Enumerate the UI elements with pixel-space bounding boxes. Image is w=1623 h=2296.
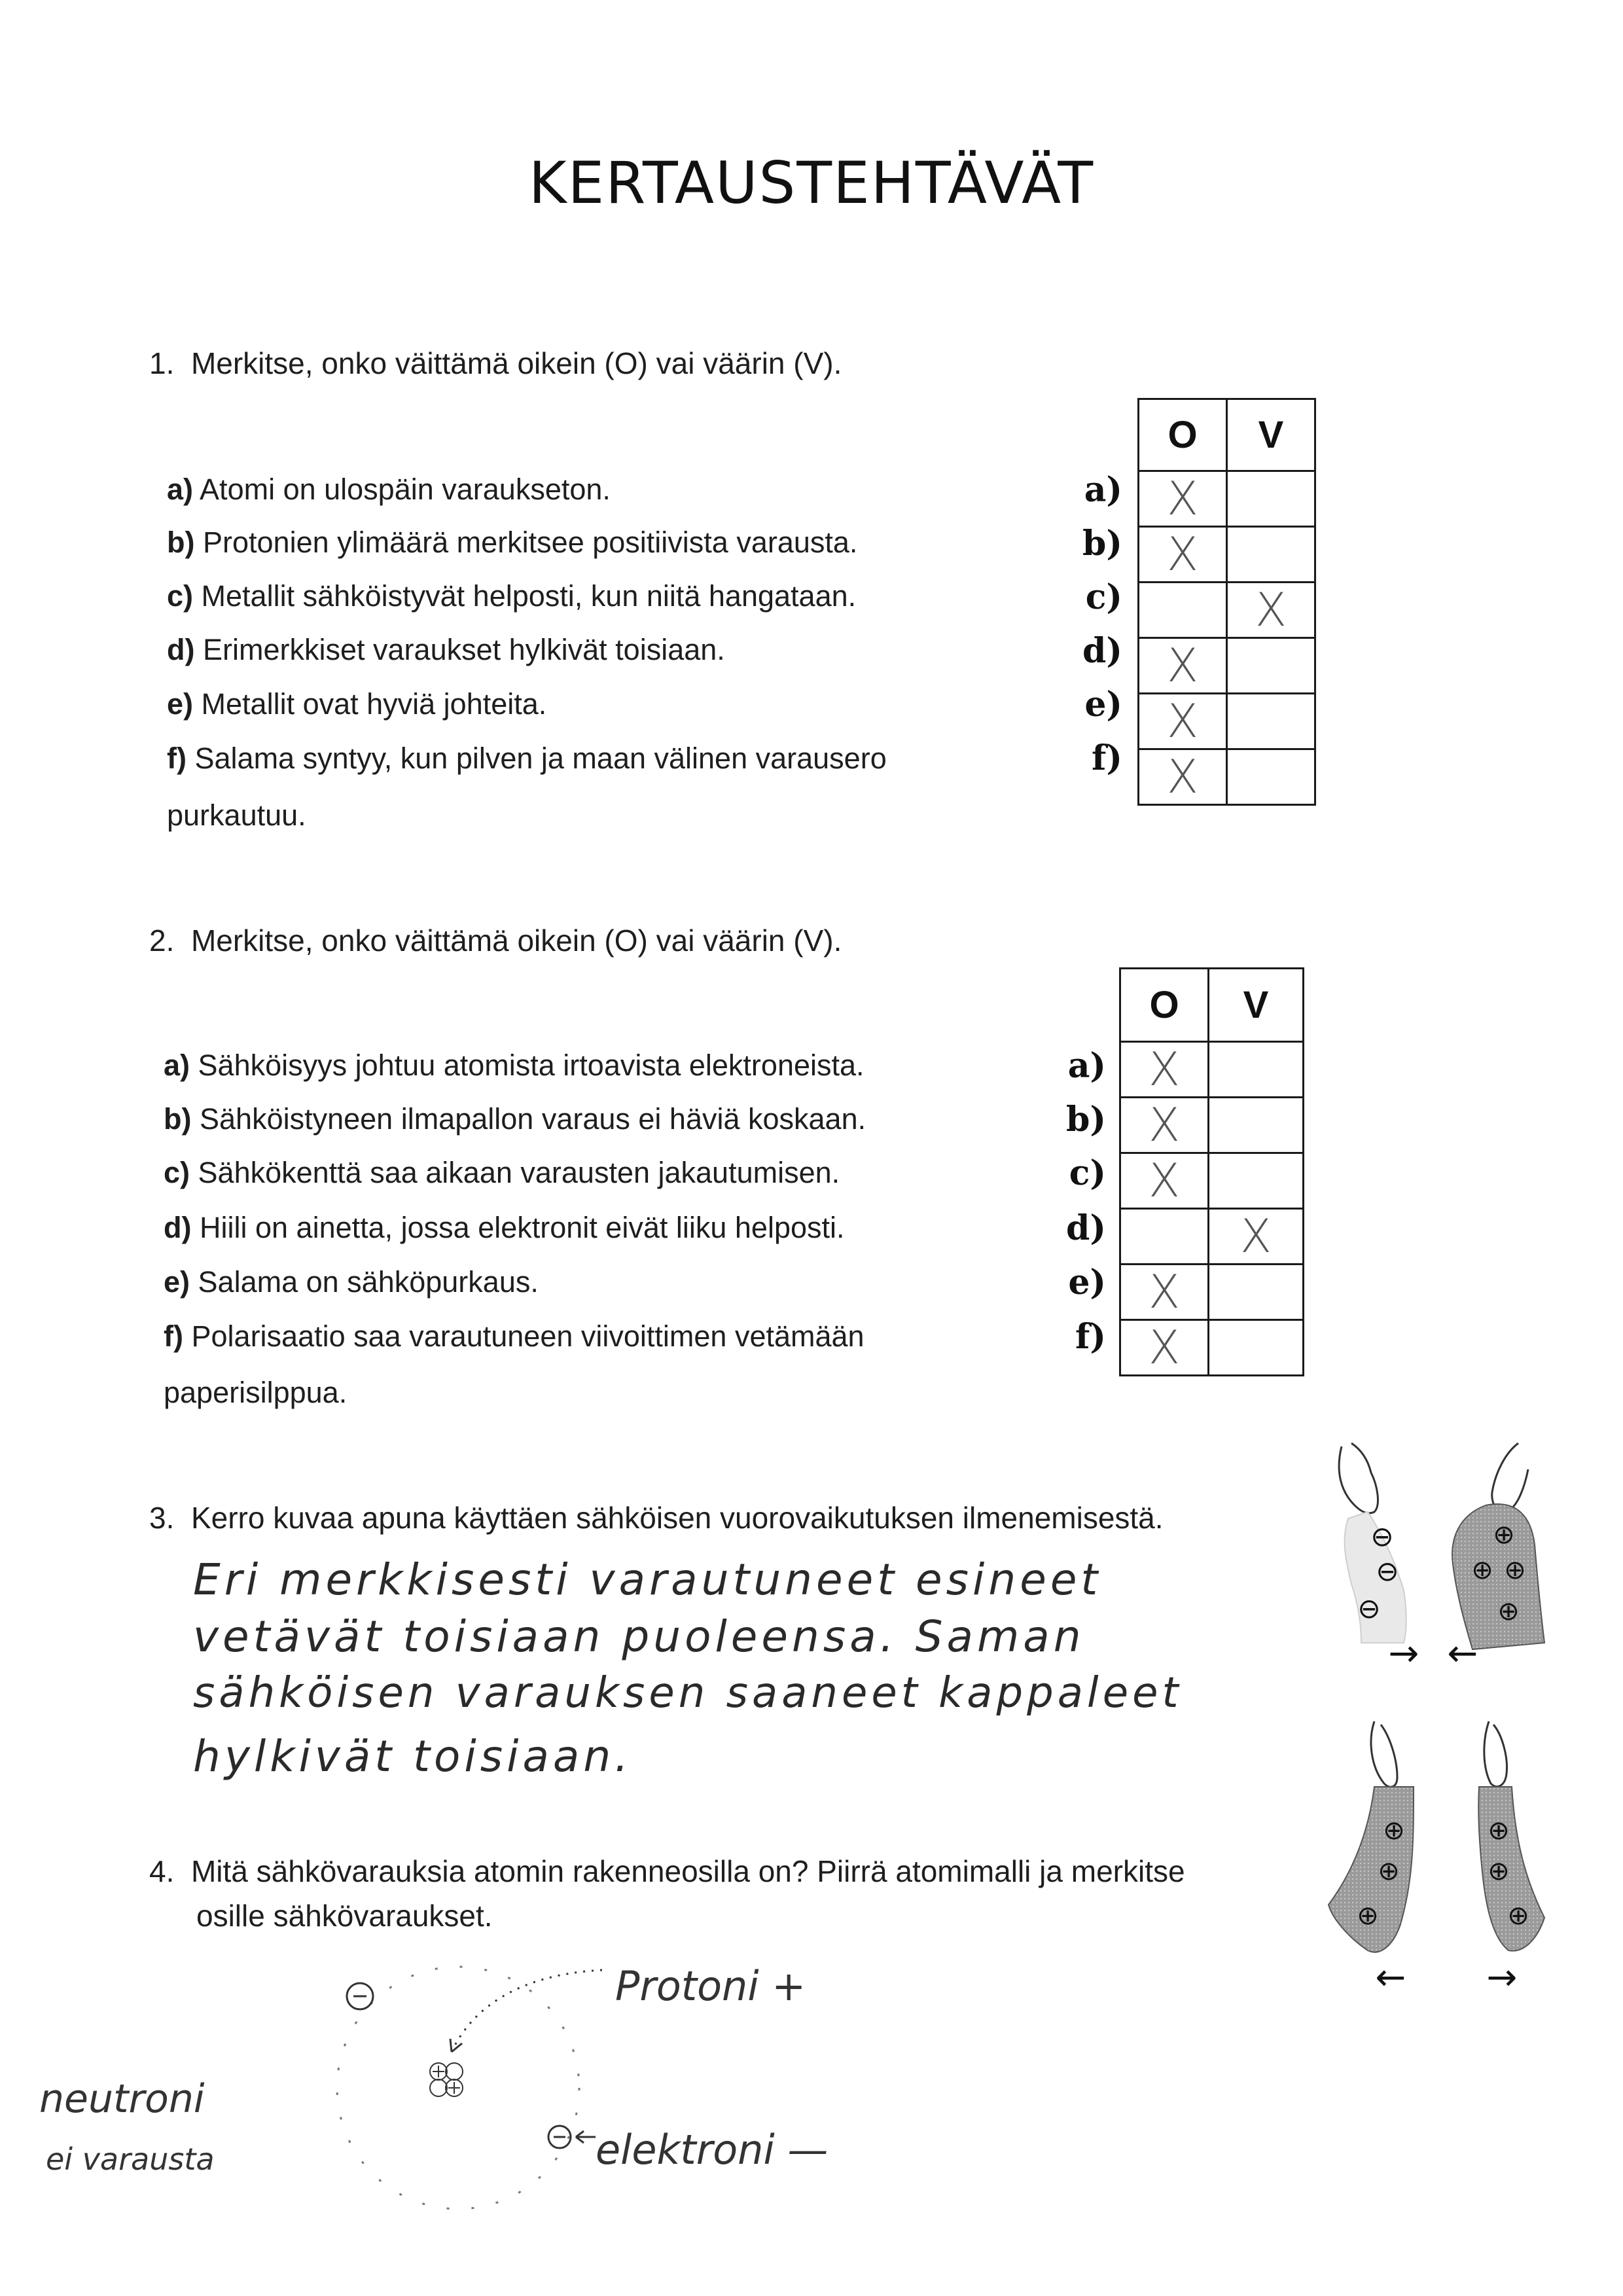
q1-row-label-c: c) bbox=[1085, 577, 1122, 617]
plus-charge-5: ⊕ bbox=[1488, 1856, 1510, 1886]
plus-charge-3: ⊕ bbox=[1504, 1555, 1526, 1585]
q1-f-v-cell[interactable] bbox=[1227, 749, 1315, 805]
q2-row-label-b: b) bbox=[1066, 1100, 1106, 1139]
q1-row-label-e: e) bbox=[1084, 685, 1122, 725]
q2-prompt-text: Merkitse, onko väittämä oikein (O) vai väärin (V). bbox=[190, 924, 842, 958]
q2-item-c: c) Sähkökenttä saa aikaan varausten jakautumisen. bbox=[164, 1156, 840, 1189]
q1-c-v-cell[interactable]: X bbox=[1227, 583, 1315, 638]
q1-item-c: c) Metallit sähköistyvät helposti, kun niitä hangataan. bbox=[167, 579, 857, 613]
hand-icon bbox=[1339, 1443, 1378, 1513]
q2-row-label-d: d) bbox=[1066, 1208, 1106, 1248]
hand-icon bbox=[1371, 1721, 1397, 1787]
plus-charge-6: ⊕ bbox=[1507, 1901, 1529, 1931]
plus-charge-2: ⊕ bbox=[1471, 1555, 1493, 1585]
q2-row-label-a: a) bbox=[1067, 1046, 1106, 1086]
q1-number: 1. bbox=[149, 346, 175, 380]
page-title: KERTAUSTEHTÄVÄT bbox=[528, 149, 1095, 217]
q2-item-f: f) Polarisaatio saa varautuneen viivoittimen vetämään bbox=[164, 1319, 865, 1353]
q1-item-b: b) Protonien ylimäärä merkitsee positiivista varausta. bbox=[167, 526, 858, 559]
q2-f-o-cell[interactable]: X bbox=[1120, 1320, 1209, 1376]
q2-col-o: O bbox=[1120, 969, 1209, 1042]
q2-item-e: e) Salama on sähköpurkaus. bbox=[164, 1265, 539, 1299]
q2-e-v-cell[interactable] bbox=[1209, 1265, 1304, 1320]
q2-a-v-cell[interactable] bbox=[1209, 1042, 1304, 1098]
q4-label-neutron-note: ei varausta bbox=[46, 2142, 215, 2177]
q2-row-label-c: c) bbox=[1069, 1153, 1106, 1193]
arrow-right-icon: → bbox=[1486, 1956, 1518, 1999]
arrow-left-icon: ← bbox=[1447, 1632, 1478, 1675]
minus-charge-2: ⊖ bbox=[1376, 1555, 1399, 1587]
q4-label-electron: elektroni — bbox=[596, 2126, 829, 2174]
hand-icon bbox=[1492, 1443, 1528, 1512]
q1-row-label-b: b) bbox=[1082, 524, 1122, 564]
q3-number: 3. bbox=[149, 1501, 175, 1535]
q1-item-a: a) Atomi on ulospäin varaukseton. bbox=[167, 473, 611, 506]
q2-col-v: V bbox=[1209, 969, 1304, 1042]
q1-prompt-text: Merkitse, onko väittämä oikein (O) vai väärin (V). bbox=[190, 346, 842, 380]
q1-row-label-f: f) bbox=[1092, 738, 1122, 778]
q2-item-f-cont: paperisilppua. bbox=[164, 1376, 348, 1409]
q1-f-o-cell[interactable]: X bbox=[1139, 749, 1227, 805]
q2-c-o-cell[interactable]: X bbox=[1120, 1153, 1209, 1209]
q4-prompt-1 bbox=[149, 1854, 1185, 1889]
q2-a-o-cell[interactable]: X bbox=[1120, 1042, 1209, 1098]
q1-item-f-cont: purkautuu. bbox=[167, 798, 306, 832]
q1-row-label-d: d) bbox=[1082, 631, 1122, 671]
q1-col-v: V bbox=[1227, 399, 1315, 471]
q1-c-o-cell[interactable] bbox=[1139, 583, 1227, 638]
plus-charge-4: ⊕ bbox=[1488, 1816, 1510, 1846]
minus-charge-1: ⊖ bbox=[1370, 1520, 1394, 1552]
q1-e-v-cell[interactable] bbox=[1227, 694, 1315, 749]
q1-answer-table bbox=[1137, 398, 1316, 806]
q1-a-o-cell[interactable]: X bbox=[1139, 471, 1227, 527]
q1-d-o-cell[interactable]: X bbox=[1139, 638, 1227, 694]
q2-answer-table bbox=[1119, 967, 1304, 1376]
q4-prompt-text-1: Mitä sähkövarauksia atomin rakenneosilla on? Piirrä atomimalli ja merkitse bbox=[190, 1854, 1185, 1888]
hand-icon bbox=[1484, 1721, 1507, 1787]
plus-charge-2: ⊕ bbox=[1378, 1856, 1400, 1886]
plus-charge-1: ⊕ bbox=[1383, 1816, 1405, 1846]
q3-answer-line-1: Eri merkkisesti varautuneet esineet bbox=[193, 1554, 1102, 1605]
q1-b-o-cell[interactable]: X bbox=[1139, 527, 1227, 583]
neutron-icon bbox=[430, 2079, 447, 2096]
q2-b-o-cell[interactable]: X bbox=[1120, 1098, 1209, 1153]
q1-a-v-cell[interactable] bbox=[1227, 471, 1315, 527]
q2-number: 2. bbox=[149, 924, 175, 958]
q3-answer-line-3: sähköisen varauksen saaneet kappaleet bbox=[193, 1669, 1183, 1717]
q1-e-o-cell[interactable]: X bbox=[1139, 694, 1227, 749]
q4-prompt-2: osille sähkövaraukset. bbox=[196, 1899, 493, 1933]
q2-d-o-cell[interactable] bbox=[1120, 1209, 1209, 1265]
plus-charge-4: ⊕ bbox=[1497, 1596, 1520, 1626]
q1-item-d: d) Erimerkkiset varaukset hylkivät toisiaan. bbox=[167, 633, 725, 666]
arrow-left-icon: ← bbox=[1375, 1956, 1406, 1999]
arrow-right-icon: → bbox=[1388, 1632, 1419, 1675]
q2-row-label-f: f) bbox=[1075, 1317, 1106, 1357]
q4-label-neutron: neutroni bbox=[39, 2076, 205, 2122]
q2-f-v-cell[interactable] bbox=[1209, 1320, 1304, 1376]
plus-charge-3: ⊕ bbox=[1357, 1901, 1379, 1931]
minus-charge-3: ⊖ bbox=[1357, 1592, 1381, 1624]
q2-item-b: b) Sähköistyneen ilmapallon varaus ei häviä koskaan. bbox=[164, 1102, 866, 1136]
q1-item-e: e) Metallit ovat hyviä johteita. bbox=[167, 687, 547, 721]
q4-atom-drawing bbox=[314, 1950, 602, 2225]
q3-prompt-text: Kerro kuvaa apuna käyttäen sähköisen vuorovaikutuksen ilmenemisestä. bbox=[190, 1501, 1164, 1535]
q2-prompt bbox=[149, 923, 842, 958]
q3-answer-line-4: hylkivät toisiaan. bbox=[193, 1731, 633, 1782]
q2-row-label-e: e) bbox=[1068, 1263, 1106, 1302]
q2-e-o-cell[interactable]: X bbox=[1120, 1265, 1209, 1320]
q1-prompt bbox=[149, 346, 842, 381]
q1-b-v-cell[interactable] bbox=[1227, 527, 1315, 583]
q2-c-v-cell[interactable] bbox=[1209, 1153, 1304, 1209]
q1-col-o: O bbox=[1139, 399, 1227, 471]
neutron-icon bbox=[446, 2063, 463, 2080]
q4-number: 4. bbox=[149, 1854, 175, 1888]
q3-answer-line-2: vetävät toisiaan puoleensa. Saman bbox=[193, 1611, 1085, 1662]
plus-charge-1: ⊕ bbox=[1493, 1520, 1515, 1550]
q4-label-proton: Protoni + bbox=[615, 1962, 806, 2010]
q2-item-d: d) Hiili on ainetta, jossa elektronit eivät liiku helposti. bbox=[164, 1211, 845, 1244]
q2-b-v-cell[interactable] bbox=[1209, 1098, 1304, 1153]
q3-prompt bbox=[149, 1500, 1164, 1535]
q3-figure-attraction bbox=[1322, 1433, 1558, 1676]
q1-row-label-a: a) bbox=[1084, 470, 1122, 510]
q2-d-v-cell[interactable]: X bbox=[1209, 1209, 1304, 1265]
q2-item-a: a) Sähköisyys johtuu atomista irtoavista elektroneista. bbox=[164, 1049, 865, 1082]
q1-d-v-cell[interactable] bbox=[1227, 638, 1315, 694]
q1-item-f: f) Salama syntyy, kun pilven ja maan välinen varausero bbox=[167, 742, 887, 775]
q3-figure-repulsion bbox=[1315, 1708, 1564, 2003]
